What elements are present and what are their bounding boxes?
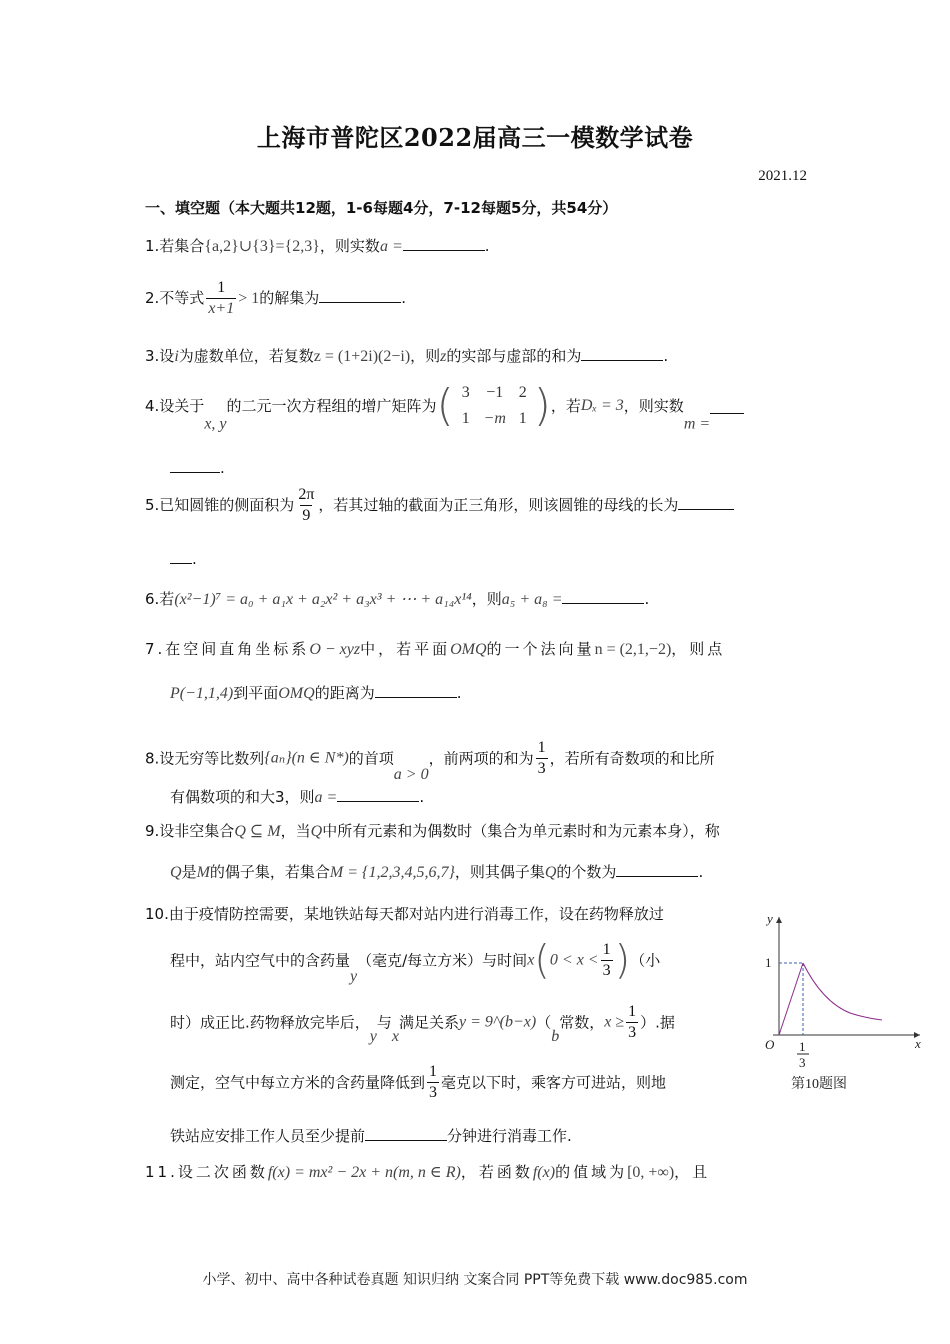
augmented-matrix: ( 3 −1 2 1 −m 1 )	[436, 380, 551, 431]
question-10-line-5: 铁站应安排工作人员至少提前 分钟进行消毒工作.	[170, 1127, 572, 1145]
x-axis-label: x	[915, 1036, 921, 1051]
q10-graph	[755, 905, 935, 1100]
question-9: 9.设非空集合Q ⊆ M，当Q中所有元素和为偶数时（集合为单元素时和为元素本身），称	[145, 822, 720, 840]
y-tick-label: 1	[765, 955, 772, 970]
question-6: 6.若(x²−1)⁷ = a₀ + a₁x + a₂x² + a₃x³ + ⋯ + a₁₄x¹⁴，则a₅ + a₈ = .	[145, 590, 650, 608]
question-1: 1.若集合{a,2}∪{3}={2,3}，则实数a = .	[145, 237, 490, 255]
x-tick-numerator: 1	[799, 1039, 806, 1054]
question-10-line-3: 时）成正比.药物释放完毕后，y与x满足关系y = 9^(b−x)（b常数，x ≥ $\frac{1}{3}$ ）.据	[170, 1003, 675, 1045]
graph-caption: 第10题图	[791, 1077, 847, 1092]
question-10-line-1: 10.由于疫情防控需要，某地铁站每天都对站内进行消毒工作，设在药物释放过	[145, 905, 664, 923]
decay-curve	[803, 963, 882, 1020]
origin-label: O	[765, 1037, 775, 1052]
question-4-cont: .	[170, 458, 225, 478]
question-3: 3.设i为虚数单位，若复数z = (1+2i)(2−i)，则z的实部与虚部的和为 .	[145, 347, 669, 365]
x-tick-denominator: 3	[799, 1055, 806, 1070]
question-5: 5.已知圆锥的侧面积为 $\frac{2\pi}{9}$ ，若其过轴的截面为正三角形，则该圆锥的母线的长为	[145, 485, 734, 526]
question-2: 2.不等式 $\frac{1}{x+1}$ > 1的解集为 .	[145, 279, 407, 317]
y-axis-label: y	[767, 911, 773, 926]
question-7: 7.在空间直角坐标系O − xyz中，若平面OMQ的一个法向量n = (2,1,−2)，则点	[145, 640, 726, 658]
page-title: 上海市普陀区2022届高三一模数学试卷	[256, 123, 694, 152]
question-4: 4.设关于x, y的二元一次方程组的增广矩阵为 ( 3 −1 2 1 −m 1 ) ，若Dₓ = 3，则实数m =	[145, 383, 744, 435]
question-11: 11.设二次函数f(x) = mx² − 2x + n(m, n ∈ R)，若函数f(x)的值域为[0, +∞)，且	[145, 1163, 711, 1181]
footer-text: 小学、初中、高中各种试卷真题 知识归纳 文案合同 PPT等免费下载 www.doc985.com	[202, 1272, 748, 1288]
question-9-cont: Q是M的偶子集，若集合M = {1,2,3,4,5,6,7}，则其偶子集Q的个数为 .	[170, 863, 704, 881]
question-8-cont: 有偶数项的和大3，则a = .	[170, 788, 425, 806]
question-10-line-2: 程中，站内空气中的含药量y（毫克/每立方米）与时间x(0 < x < $\frac{1}{3}$ )（小	[170, 937, 661, 985]
question-10-line-4: 测定，空气中每立方米的含药量降低到 $\frac{1}{3}$ 毫克以下时，乘客方可进站，则地	[170, 1063, 667, 1101]
exam-date: 2021.12	[758, 168, 807, 184]
rising-segment	[779, 963, 803, 1035]
question-5-cont: .	[170, 549, 197, 569]
question-8: 8.设无穷等比数列{aₙ}(n ∈ N*)的首项a > 0，前两项的和为 $\frac{1}{3}$ ，若所有奇数项的和比所	[145, 739, 715, 783]
question-7-cont: P(−1,1,4)到平面OMQ的距离为 .	[170, 684, 462, 702]
section-heading: 一、填空题（本大题共12题，1-6每题4分，7-12每题5分，共54分）	[145, 199, 618, 217]
